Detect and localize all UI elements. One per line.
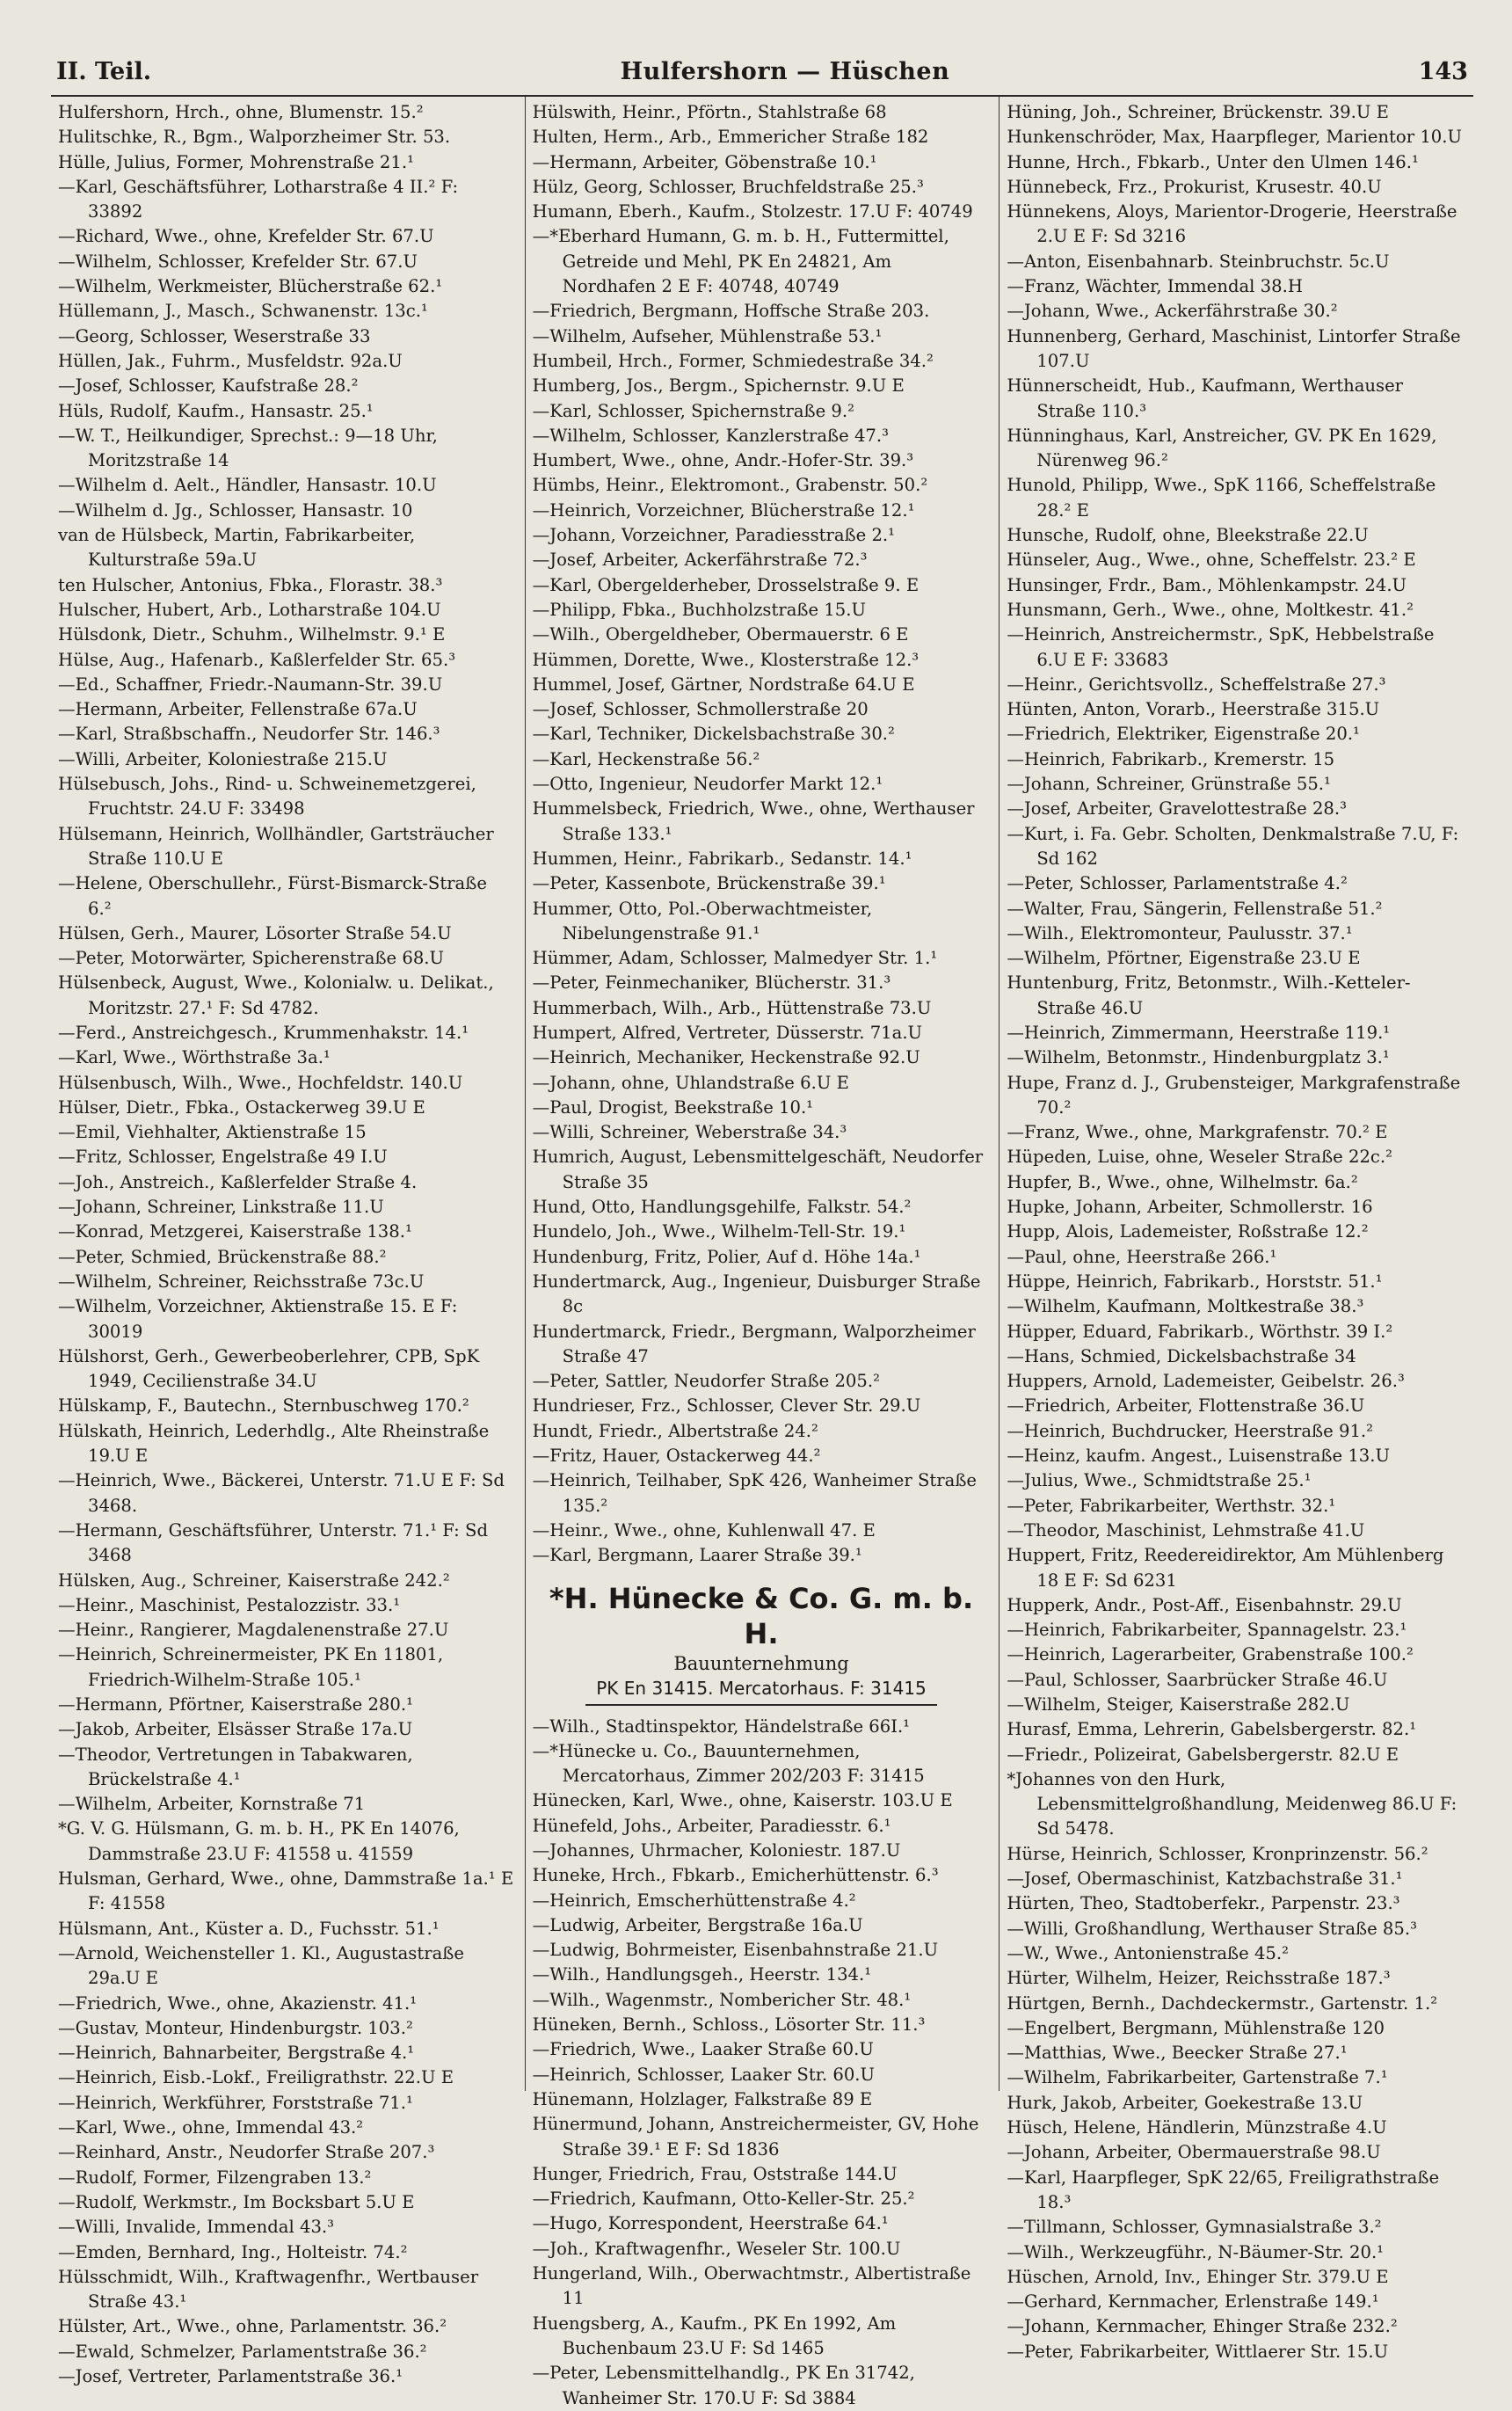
directory-entry: Hülle, Julius, Former, Mohrenstraße 21.¹: [58, 151, 414, 172]
directory-entry: Hüppe, Heinrich, Fabrikarb., Horststr. 51.¹: [1007, 1271, 1383, 1292]
directory-entry: Humrich, August, Lebensmittelgeschäft, Neudorfer Straße 35: [532, 1147, 984, 1192]
directory-entry: Humbeil, Hrch., Former, Schmiedestraße 34.²: [532, 350, 934, 371]
directory-entry: Hulitschke, R., Bgm., Walporzheimer Str. 53.: [58, 127, 451, 148]
directory-entry: —Hermann, Arbeiter, Fellenstraße 67a.U: [58, 699, 418, 720]
directory-entry: —Gerhard, Kernmacher, Erlenstraße 149.¹: [1007, 2291, 1379, 2313]
directory-entry: Hünemann, Holzlager, Falkstraße 89 E: [532, 2088, 873, 2109]
ad-contact-line: PK En 31415. Mercatorhaus. F: 31415: [596, 1677, 927, 1699]
directory-entry: —Friedrich, Wwe., Laaker Straße 60.U: [532, 2039, 874, 2060]
directory-entry: Hulten, Herm., Arb., Emmericher Straße 182: [532, 127, 929, 148]
directory-entry: Hundenburg, Fritz, Polier, Auf d. Höhe 14a.¹: [532, 1246, 921, 1267]
directory-entry: Hunnenberg, Gerhard, Maschinist, Lintorfer Straße 107.U: [1007, 325, 1461, 371]
directory-entry: Hurk, Jakob, Arbeiter, Goekestraße 13.U: [1007, 2092, 1363, 2113]
directory-entry: Hülsdonk, Dietr., Schuhm., Wilhelmstr. 9.¹ E: [58, 624, 446, 645]
directory-entry: —Engelbert, Bergmann, Mühlenstraße 120: [1007, 2017, 1385, 2038]
directory-entry: —Wilhelm, Aufseher, Mühlenstraße 53.¹: [532, 325, 883, 346]
directory-entry: Huengsberg, A., Kaufm., PK En 1992, Am Buchenbaum 23.U F: Sd 1465: [532, 2313, 897, 2358]
directory-entry: —Johann, Schreiner, Grünstraße 55.¹: [1007, 774, 1331, 795]
directory-entry: Hülsenbusch, Wilh., Wwe., Hochfeldstr. 140.U: [58, 1072, 463, 1093]
directory-entry: Hülster, Art., Wwe., ohne, Parlamentstr. 36.²: [58, 2316, 447, 2337]
directory-entry: —Paul, Drogist, Beekstraße 10.¹: [532, 1096, 814, 1118]
directory-entry: Hunsmann, Gerh., Wwe., ohne, Moltkestr. 41.²: [1007, 599, 1414, 620]
directory-entry: —Heinrich, Bahnarbeiter, Bergstraße 4.¹: [58, 2043, 415, 2064]
directory-entry: —Willi, Invalide, Immendal 43.³: [58, 2217, 334, 2238]
directory-entry: —Heinrich, Wwe., Bäckerei, Unterstr. 71.U E F: Sd 3468.: [58, 1470, 505, 1516]
directory-entry: —Karl, Bergmann, Laarer Straße 39.¹: [532, 1545, 862, 1566]
directory-entry: —Philipp, Fbka., Buchholzstraße 15.U: [532, 599, 866, 620]
directory-entry: —Heinrich, Zimmermann, Heerstraße 119.¹: [1007, 1022, 1391, 1043]
directory-entry: —Josef, Arbeiter, Gravelottestraße 28.³: [1007, 798, 1347, 819]
directory-entry: —Heinrich, Fabrikarb., Kremerstr. 15: [1007, 748, 1335, 769]
directory-entry: —Wilh., Elektromonteur, Paulusstr. 37.¹: [1007, 922, 1353, 943]
directory-entry: —Rudolf, Werkmstr., Im Bocksbart 5.U E: [58, 2191, 415, 2212]
directory-entry: Hummer, Otto, Pol.-Oberwachtmeister, Nibelungenstraße 91.¹: [532, 898, 873, 943]
directory-entry: Hülskath, Heinrich, Lederhdlg., Alte Rheinstraße 19.U E: [58, 1420, 490, 1467]
directory-entry: —Friedrich, Bergmann, Hoffsche Straße 203.: [532, 301, 930, 322]
directory-entry: —Hermann, Pförtner, Kaiserstraße 280.¹: [58, 1694, 413, 1715]
directory-entry: Hund, Otto, Handlungsgehilfe, Falkstr. 54.²: [532, 1197, 912, 1218]
directory-entry: —*Hünecke u. Co., Bauunternehmen, Mercatorhaus, Zimmer 202/203 F: 31415: [532, 1740, 925, 1787]
directory-entry: Hürter, Wilhelm, Heizer, Reichsstraße 187.³: [1007, 1968, 1391, 1989]
directory-entry: Hüpeden, Luise, ohne, Weseler Straße 22c.²: [1007, 1147, 1392, 1168]
column-3: [999, 97, 1473, 2362]
directory-entry: —Johann, Arbeiter, Obermauerstraße 98.U: [1007, 2142, 1381, 2163]
directory-entry: Huneke, Hrch., Fbkarb., Emicherhüttenstr. 6.³: [532, 1865, 939, 1886]
directory-entry: —Peter, Fabrikarbeiter, Werthstr. 32.¹: [1007, 1495, 1336, 1516]
directory-entry: —Willi, Großhandlung, Werthauser Straße 85.³: [1007, 1918, 1417, 1939]
directory-entry: —Friedrich, Kaufmann, Otto-Keller-Str. 25.²: [532, 2189, 915, 2210]
directory-entry: —Heinr., Maschinist, Pestalozzistr. 33.¹: [58, 1594, 401, 1615]
directory-entry: —Arnold, Weichensteller 1. Kl., Augustastraße 29a.U E: [58, 1942, 464, 1989]
directory-entry: —Joh., Anstreich., Kaßlerfelder Straße 4.: [58, 1171, 418, 1192]
directory-entry: —Johann, ohne, Uhlandstraße 6.U E: [532, 1072, 849, 1093]
directory-entry: —Wilhelm, Kaufmann, Moltkestraße 38.³: [1007, 1296, 1364, 1317]
directory-entry: Hüllemann, J., Masch., Schwanenstr. 13c.¹: [58, 301, 428, 322]
directory-entry: —Paul, Schlosser, Saarbrücker Straße 46.U: [1007, 1669, 1388, 1690]
directory-entry: ten Hulscher, Antonius, Fbka., Florastr. 38.³: [58, 574, 443, 595]
directory-entry: —Theodor, Maschinist, Lehmstraße 41.U: [1007, 1519, 1365, 1541]
directory-entry: Hundertmarck, Friedr., Bergmann, Walporzheimer Straße 47: [532, 1321, 976, 1366]
directory-entry: —Georg, Schlosser, Weserstraße 33: [58, 325, 371, 346]
directory-entry: —Wilhelm, Arbeiter, Kornstraße 71: [58, 1794, 366, 1815]
directory-entry: —Heinr., Gerichtsvollz., Scheffelstraße 27.³: [1007, 674, 1386, 695]
directory-entry: —Friedrich, Wwe., ohne, Akazienstr. 41.¹: [58, 1992, 418, 2014]
directory-entry: —Friedrich, Elektriker, Eigenstraße 20.¹: [1007, 724, 1360, 745]
directory-entry: Hülsmann, Ant., Küster a. D., Fuchsstr. 51.¹: [58, 1918, 440, 1939]
directory-entry: —Emil, Viehhalter, Aktienstraße 15: [58, 1122, 367, 1143]
directory-entry: —Wilhelm, Werkmeister, Blücherstraße 62.¹: [58, 276, 443, 297]
ad-firm-name: *H. Hünecke & Co. G. m. b. H.: [549, 1581, 974, 1650]
directory-entry: —Reinhard, Anstr., Neudorfer Straße 207.³: [58, 2142, 435, 2163]
directory-entry: —Heinr., Rangierer, Magdalenenstraße 27.U: [58, 1620, 449, 1641]
directory-entry: Hunkenschröder, Max, Haarpfleger, Marientor 10.U: [1007, 127, 1462, 148]
directory-entry: Hundrieser, Frz., Schlosser, Clever Str. 29.U: [532, 1395, 921, 1417]
directory-entry: —Otto, Ingenieur, Neudorfer Markt 12.¹: [532, 774, 883, 795]
directory-entry: —Karl, Heckenstraße 56.²: [532, 748, 760, 769]
directory-entry: —Peter, Feinmechaniker, Blücherstr. 31.³: [532, 972, 891, 994]
directory-entry: —Ludwig, Bohrmeister, Eisenbahnstraße 21.U: [532, 1940, 939, 1961]
ad-business-type: Bauunternehmung: [673, 1652, 849, 1674]
directory-entry: Hürten, Theo, Stadtoberfekr., Parpenstr. 23.³: [1007, 1893, 1400, 1914]
column-1: [51, 97, 525, 2387]
directory-entry: Hülse, Aug., Hafenarb., Kaßlerfelder Str. 65.³: [58, 649, 456, 670]
page-number: 143: [1418, 58, 1468, 85]
directory-entry: —Wilh., Stadtinspektor, Händelstraße 66I.¹: [532, 1715, 911, 1737]
directory-entry: Hupperk, Andr., Post-Aff., Eisenbahnstr. 29.U: [1007, 1594, 1402, 1615]
directory-entry: —Emden, Bernhard, Ing., Holteistr. 74.²: [58, 2241, 408, 2262]
directory-entry: —Friedr., Polizeirat, Gabelsbergerstr. 82.U E: [1007, 1744, 1399, 1765]
directory-entry: Hülsenbeck, August, Wwe., Kolonialw. u. Delikat., Moritzstr. 27.¹ F: Sd 4782.: [58, 972, 494, 1018]
directory-entry: Humann, Eberh., Kaufm., Stolzestr. 17.U F: 40749: [532, 201, 973, 222]
page-header: [51, 58, 1473, 97]
directory-entry: —Peter, Kassenbote, Brückenstraße 39.¹: [532, 873, 886, 894]
directory-entry: —Ewald, Schmelzer, Parlamentstraße 36.²: [58, 2341, 427, 2362]
directory-entry: Humpert, Alfred, Vertreter, Düsserstr. 71a.U: [532, 1022, 923, 1043]
directory-entry: van de Hülsbeck, Martin, Fabrikarbeiter, Kulturstraße 59a.U: [58, 525, 416, 571]
directory-entry: Hummelsbeck, Friedrich, Wwe., ohne, Werthauser Straße 133.¹: [532, 798, 975, 844]
directory-entry: Hünefeld, Johs., Arbeiter, Paradiesstr. 6.¹: [532, 1815, 891, 1836]
directory-entry: —Peter, Schlosser, Parlamentstraße 4.²: [1007, 873, 1348, 894]
entry-columns: [51, 97, 1473, 2408]
directory-entry: Hülskamp, F., Bautechn., Sternbuschweg 170.²: [58, 1395, 469, 1417]
directory-entry: Hülsschmidt, Wilh., Kraftwagenfhr., Wertbauser Straße 43.¹: [58, 2266, 479, 2313]
directory-entry: —Peter, Motorwärter, Spicherenstraße 68.U: [58, 948, 445, 969]
directory-entry: Hülswith, Heinr., Pförtn., Stahlstraße 68: [532, 102, 887, 122]
directory-entry: Hunold, Philipp, Wwe., SpK 1166, Scheffelstraße 28.² E: [1007, 475, 1436, 521]
directory-entry: Hülshorst, Gerh., Gewerbeoberlehrer, CPB, SpK 1949, Cecilienstraße 34.U: [58, 1345, 480, 1392]
directory-entry: —Josef, Vertreter, Parlamentstraße 36.¹: [58, 2366, 403, 2387]
directory-entry: —Johann, Vorzeichner, Paradiesstraße 2.¹: [532, 525, 896, 546]
directory-entry: Huntenburg, Fritz, Betonmstr., Wilh.-Ketteler-Straße 46.U: [1007, 972, 1411, 1018]
directory-entry: —Matthias, Wwe., Beecker Straße 27.¹: [1007, 2043, 1348, 2064]
directory-entry: —Tillmann, Schlosser, Gymnasialstraße 3.²: [1007, 2217, 1382, 2238]
directory-entry: —Wilhelm, Schlosser, Kanzlerstraße 47.³: [532, 425, 889, 446]
directory-entry: *G. V. G. Hülsmann, G. m. b. H., PK En 14076, Dammstraße 23.U F: 41558 u. 41559: [58, 1818, 460, 1864]
directory-entry: Hungerland, Wilh., Oberwachtmstr., Albertistraße 11: [532, 2263, 971, 2309]
directory-entry: Hüschen, Arnold, Inv., Ehinger Str. 379.U E: [1007, 2266, 1389, 2287]
ad-divider: [585, 1704, 938, 1706]
directory-entry: —Franz, Wwe., ohne, Markgrafenstr. 70.² E: [1007, 1122, 1388, 1143]
directory-entry: —Wilhelm, Steiger, Kaiserstraße 282.U: [1007, 1694, 1350, 1715]
directory-entry: —Richard, Wwe., ohne, Krefelder Str. 67.U: [58, 226, 434, 247]
directory-entry: —Paul, ohne, Heerstraße 266.¹: [1007, 1246, 1277, 1267]
directory-entry: —Helene, Oberschullehr., Fürst-Bismarck-Straße 6.²: [58, 873, 487, 919]
directory-entry: —Heinrich, Emscherhüttenstraße 4.²: [532, 1890, 856, 1911]
directory-entry: Hüllen, Jak., Fuhrm., Musfeldstr. 92a.U: [58, 350, 403, 371]
directory-entry: Hummen, Heinr., Fabrikarb., Sedanstr. 14.¹: [532, 848, 912, 869]
directory-entry: —Heinrich, Eisb.-Lokf., Freiligrathstr. 22.U E: [58, 2067, 454, 2088]
directory-entry: —Franz, Wächter, Immendal 38.H: [1007, 276, 1303, 297]
directory-entry: —Johann, Wwe., Ackerfährstraße 30.²: [1007, 301, 1338, 322]
directory-entry: —Karl, Schlosser, Spichernstraße 9.²: [532, 400, 854, 421]
directory-entry: —Wilhelm d. Aelt., Händler, Hansastr. 10.U: [58, 475, 437, 496]
directory-entry: —Gustav, Monteur, Hindenburgstr. 103.²: [58, 2017, 413, 2038]
directory-entry: Hundertmarck, Aug., Ingenieur, Duisburger Straße 8c: [532, 1271, 981, 1317]
directory-entry: —Josef, Schlosser, Kaufstraße 28.²: [58, 375, 359, 397]
directory-entry: Hürtgen, Bernh., Dachdeckermstr., Gartenstr. 1.²: [1007, 1992, 1438, 2014]
directory-entry: —Karl, Obergelderheber, Drosselstraße 9. E: [532, 574, 920, 595]
directory-entry: —Joh., Kraftwagenfhr., Weseler Str. 100.U: [532, 2238, 901, 2259]
directory-entry: —Ed., Schaffner, Friedr.-Naumann-Str. 39.U: [58, 674, 443, 695]
directory-entry: —Konrad, Metzgerei, Kaiserstraße 138.¹: [58, 1221, 412, 1242]
directory-entry: —Kurt, i. Fa. Gebr. Scholten, Denkmalstraße 7.U, F: Sd 162: [1007, 823, 1459, 869]
directory-entry: —Heinrich, Anstreichermstr., SpK, Hebbelstraße 6.U E F: 33683: [1007, 624, 1435, 670]
directory-entry: Hünseler, Aug., Wwe., ohne, Scheffelstr. 23.² E: [1007, 550, 1416, 571]
directory-entry: —Hans, Schmied, Dickelsbachstraße 34: [1007, 1345, 1356, 1366]
directory-entry: —Heinrich, Vorzeichner, Blücherstraße 12.¹: [532, 499, 915, 521]
directory-entry: —*Eberhard Humann, G. m. b. H., Futtermittel, Getreide und Mehl, PK En 24821, Am Nordhafen 2 E F: 40748, 40749: [532, 226, 949, 297]
directory-entry: —Walter, Frau, Sängerin, Fellenstraße 51.²: [1007, 898, 1383, 919]
running-head: Hulfershorn — Hüschen: [620, 58, 950, 85]
directory-entry: Hupe, Franz d. J., Grubensteiger, Markgrafenstraße 70.²: [1007, 1072, 1461, 1118]
directory-entry: —Wilhelm, Schlosser, Krefelder Str. 67.U: [58, 251, 418, 272]
directory-entry: Hulsman, Gerhard, Wwe., ohne, Dammstraße 1a.¹ E F: 41558: [58, 1868, 514, 1914]
column-2: [525, 97, 1000, 2408]
directory-entry: —Peter, Schmied, Brückenstraße 88.²: [58, 1246, 387, 1267]
directory-entry: —Karl, Geschäftsführer, Lotharstraße 4 II.² F: 33892: [58, 176, 459, 222]
directory-entry: —Heinr., Wwe., ohne, Kuhlenwall 47. E: [532, 1519, 876, 1541]
directory-entry: Hülser, Dietr., Fbka., Ostackerweg 39.U E: [58, 1096, 425, 1118]
directory-entry: —Wilhelm d. Jg., Schlosser, Hansastr. 10: [58, 499, 413, 521]
directory-entry: —W. T., Heilkundiger, Sprechst.: 9—18 Uhr, Moritzstraße 14: [58, 425, 438, 471]
directory-entry: —Josef, Schlosser, Schmollerstraße 20: [532, 699, 869, 720]
directory-entry: —W., Wwe., Antonienstraße 45.²: [1007, 1942, 1289, 1963]
directory-entry: Hümmer, Adam, Schlosser, Malmedyer Str. 1.¹: [532, 948, 938, 969]
directory-entry: Hummel, Josef, Gärtner, Nordstraße 64.U E: [532, 674, 915, 695]
directory-entry: —Johannes, Uhrmacher, Koloniestr. 187.U: [532, 1840, 901, 1861]
directory-entry: Hünecken, Karl, Wwe., ohne, Kaiserstr. 103.U E: [532, 1790, 953, 1811]
directory-entry: Hürse, Heinrich, Schlosser, Kronprinzenstr. 56.²: [1007, 1843, 1428, 1864]
directory-entry: —Jakob, Arbeiter, Elsässer Straße 17a.U: [58, 1719, 413, 1740]
directory-entry: —Heinrich, Werkführer, Forststraße 71.¹: [58, 2092, 413, 2113]
directory-entry: Hüpper, Eduard, Fabrikarb., Wörthstr. 39 I.²: [1007, 1321, 1393, 1342]
directory-entry: Humbert, Wwe., ohne, Andr.-Hofer-Str. 39.³: [532, 450, 914, 471]
directory-entry: Hülz, Georg, Schlosser, Bruchfeldstraße 25.³: [532, 176, 924, 197]
directory-entry: Hümmen, Dorette, Wwe., Klosterstraße 12.³: [532, 649, 920, 670]
directory-entry: —Wilh., Wagenmstr., Nombericher Str. 48.¹: [532, 1989, 912, 2010]
directory-entry: Hülsken, Aug., Schreiner, Kaiserstraße 242.²: [58, 1570, 450, 1591]
directory-entry: *Johannes von den Hurk, Lebensmittelgroßhandlung, Meidenweg 86.U F: Sd 5478.: [1007, 1768, 1457, 1839]
directory-entry: —Heinrich, Schreinermeister, PK En 11801, Friedrich-Wilhelm-Straße 105.¹: [58, 1644, 444, 1690]
directory-entry: —Karl, Straßbschaffn., Neudorfer Str. 146.³: [58, 724, 440, 745]
directory-entry: —Heinrich, Mechaniker, Heckenstraße 92.U: [532, 1047, 920, 1068]
directory-entry: —Wilhelm, Vorzeichner, Aktienstraße 15. E F: 30019: [58, 1296, 458, 1342]
directory-entry: —Wilhelm, Fabrikarbeiter, Gartenstraße 7.¹: [1007, 2067, 1388, 2088]
directory-entry: —Wilh., Obergeldheber, Obermauerstr. 6 E: [532, 624, 909, 645]
advertisement-huenecke: [533, 1581, 991, 1706]
directory-entry: —Karl, Haarpfleger, SpK 22/65, Freiligrathstraße 18.³: [1007, 2167, 1440, 2212]
directory-entry: Hundt, Friedr., Albertstraße 24.²: [532, 1420, 818, 1441]
directory-entry: —Willi, Arbeiter, Koloniestraße 215.U: [58, 748, 388, 769]
directory-entry: Hurasf, Emma, Lehrerin, Gabelsbergerstr. 82.¹: [1007, 1719, 1417, 1740]
directory-entry: —Wilhelm, Pförtner, Eigenstraße 23.U E: [1007, 948, 1361, 969]
directory-entry: —Karl, Wwe., ohne, Immendal 43.²: [58, 2117, 364, 2138]
directory-entry: Hupp, Alois, Lademeister, Roßstraße 12.²: [1007, 1221, 1369, 1242]
directory-entry: Hüning, Joh., Schreiner, Brückenstr. 39.U E: [1007, 102, 1389, 122]
directory-entry: Hunsche, Rudolf, ohne, Bleekstraße 22.U: [1007, 525, 1369, 546]
directory-entry: —Friedrich, Arbeiter, Flottenstraße 36.U: [1007, 1395, 1365, 1417]
directory-entry: —Heinrich, Lagerarbeiter, Grabenstraße 100.²: [1007, 1644, 1414, 1665]
directory-entry: —Heinrich, Buchdrucker, Heerstraße 91.²: [1007, 1420, 1373, 1441]
directory-entry: Hümbs, Heinr., Elektromont., Grabenstr. 50.²: [532, 475, 928, 496]
directory-entry: Hünnerscheidt, Hub., Kaufmann, Werthauser Straße 110.³: [1007, 375, 1404, 421]
directory-entry: Hunger, Friedrich, Frau, Oststraße 144.U: [532, 2163, 898, 2184]
directory-entry: —Johann, Kernmacher, Ehinger Straße 232.²: [1007, 2316, 1398, 2337]
directory-entry: —Anton, Eisenbahnarb. Steinbruchstr. 5c.U: [1007, 251, 1390, 272]
directory-entry: —Heinrich, Fabrikarbeiter, Spannagelstr. 23.¹: [1007, 1620, 1407, 1641]
directory-entry: Hundelo, Joh., Wwe., Wilhelm-Tell-Str. 19.¹: [532, 1221, 906, 1242]
directory-entry: —Fritz, Hauer, Ostackerweg 44.²: [532, 1446, 821, 1467]
directory-entry: Hünten, Anton, Vorarb., Heerstraße 315.U: [1007, 699, 1380, 720]
directory-entry: —Karl, Techniker, Dickelsbachstraße 30.²: [532, 724, 895, 745]
directory-entry: —Ferd., Anstreichgesch., Krummenhakstr. 14.¹: [58, 1022, 469, 1043]
directory-entry: Huppers, Arnold, Lademeister, Geibelstr. 26.³: [1007, 1371, 1405, 1392]
directory-entry: —Peter, Lebensmittelhandlg., PK En 31742, Wanheimer Str. 170.U F: Sd 3884: [532, 2363, 915, 2408]
directory-entry: —Wilhelm, Schreiner, Reichsstraße 73c.U: [58, 1271, 425, 1292]
directory-entry: Hulfershorn, Hrch., ohne, Blumenstr. 15.²: [58, 102, 424, 122]
directory-entry: Hünermund, Johann, Anstreichermeister, GV, Hohe Straße 39.¹ E F: Sd 1836: [532, 2114, 979, 2160]
directory-entry: —Johann, Schreiner, Linkstraße 11.U: [58, 1197, 384, 1218]
directory-entry: Hupke, Johann, Arbeiter, Schmollerstr. 16: [1007, 1197, 1373, 1218]
directory-entry: Hüls, Rudolf, Kaufm., Hansastr. 25.¹: [58, 400, 374, 421]
directory-entry: —Fritz, Schlosser, Engelstraße 49 I.U: [58, 1147, 388, 1168]
directory-entry: —Hugo, Korrespondent, Heerstraße 64.¹: [532, 2213, 889, 2234]
directory-entry: Hünnekens, Aloys, Marientor-Drogerie, Heerstraße 2.U E F: Sd 3216: [1007, 201, 1457, 247]
directory-entry: Hunne, Hrch., Fbkarb., Unter den Ulmen 146.¹: [1007, 151, 1419, 172]
directory-entry: —Willi, Schreiner, Weberstraße 34.³: [532, 1122, 847, 1143]
directory-entry: —Theodor, Vertretungen in Tabakwaren, Brückelstraße 4.¹: [58, 1744, 413, 1789]
directory-entry: —Josef, Obermaschinist, Katzbachstraße 31.¹: [1007, 1868, 1403, 1890]
directory-entry: Hülsebusch, Johs., Rind- u. Schweinemetzgerei, Fruchtstr. 24.U F: 33498: [58, 774, 476, 819]
part-label: II. Teil.: [56, 58, 152, 85]
directory-entry: Humberg, Jos., Bergm., Spichernstr. 9.U E: [532, 375, 905, 397]
directory-entry: —Hermann, Arbeiter, Göbenstraße 10.¹: [532, 151, 877, 172]
directory-entry: —Karl, Wwe., Wörthstraße 3a.¹: [58, 1047, 331, 1068]
directory-entry: Hüsch, Helene, Händlerin, Münzstraße 4.U: [1007, 2117, 1387, 2138]
directory-entry: —Hermann, Geschäftsführer, Unterstr. 71.¹ F: Sd 3468: [58, 1519, 488, 1566]
directory-entry: Hünninghaus, Karl, Anstreicher, GV. PK En 1629, Nürenweg 96.²: [1007, 425, 1437, 471]
directory-entry: —Julius, Wwe., Schmidtstraße 25.¹: [1007, 1470, 1312, 1491]
directory-entry: Hupfer, B., Wwe., ohne, Wilhelmstr. 6a.²: [1007, 1171, 1358, 1192]
directory-entry: —Heinz, kaufm. Angest., Luisenstraße 13.U: [1007, 1446, 1390, 1467]
directory-entry: Huppert, Fritz, Reedereidirektor, Am Mühlenberg 18 E F: Sd 6231: [1007, 1545, 1444, 1591]
directory-entry: —Ludwig, Arbeiter, Bergstraße 16a.U: [532, 1914, 863, 1935]
directory-entry: —Wilh., Handlungsgeh., Heerstr. 134.¹: [532, 1964, 872, 1985]
directory-entry: Hummerbach, Wilh., Arb., Hüttenstraße 73.U: [532, 997, 932, 1018]
directory-entry: Hunsinger, Frdr., Bam., Möhlenkampstr. 24.U: [1007, 574, 1407, 595]
directory-entry: —Wilh., Werkzeugführ., N-Bäumer-Str. 20.¹: [1007, 2241, 1385, 2262]
directory-entry: —Wilhelm, Betonmstr., Hindenburgplatz 3.¹: [1007, 1047, 1390, 1068]
directory-entry: —Peter, Sattler, Neudorfer Straße 205.²: [532, 1371, 880, 1392]
directory-entry: Hünnebeck, Frz., Prokurist, Krusestr. 40.U: [1007, 176, 1382, 197]
directory-entry: —Heinrich, Schlosser, Laaker Str. 60.U: [532, 2064, 876, 2085]
directory-entry: Hülsen, Gerh., Maurer, Lösorter Straße 54.U: [58, 922, 452, 943]
directory-entry: Hülsemann, Heinrich, Wollhändler, Gartsträucher Straße 110.U E: [58, 823, 494, 869]
directory-entry: —Rudolf, Former, Filzengraben 13.²: [58, 2167, 372, 2188]
directory-entry: —Heinrich, Teilhaber, SpK 426, Wanheimer Straße 135.²: [532, 1470, 978, 1516]
directory-entry: Hulscher, Hubert, Arb., Lotharstraße 104.U: [58, 599, 441, 620]
directory-entry: —Josef, Arbeiter, Ackerfährstraße 72.³: [532, 550, 868, 571]
directory-entry: —Peter, Fabrikarbeiter, Wittlaerer Str. 15.U: [1007, 2341, 1389, 2362]
directory-entry: Hüneken, Bernh., Schloss., Lösorter Str. 11.³: [532, 2014, 926, 2036]
